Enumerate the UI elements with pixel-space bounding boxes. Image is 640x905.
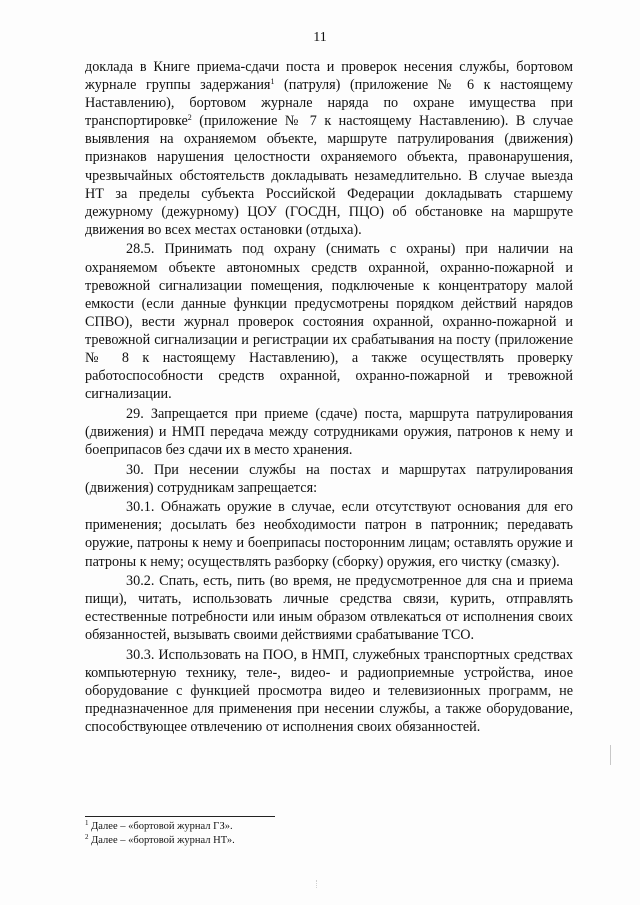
scan-artifact (316, 880, 323, 888)
scan-artifact (610, 745, 611, 765)
footnote-ref: 2 (187, 113, 192, 123)
paragraph-28-5: 28.5. Принимать под охрану (снимать с охраны) при наличии на охраняемом объекте автономных средств охранной, охранно-пожарной и тревожной сигнализации помещения, подключеные к концентратору малой емкости (если данные функции предусмотрены порядком действий нарядов СПВО), вести журнал проверок состояния охранной, охранно-пожарной и тревожной сигнализации и регистрации их срабатывания на посту (приложение № 8 к настоящему Наставлению), а также осуществлять проверку работоспособности средств охранной, охранно-пожарной и тревожной сигнализации. (85, 241, 573, 403)
paragraph-30-1: 30.1. Обнажать оружие в случае, если отсутствуют основания для его применения; досылать без необходимости патрон в патронник; передавать оружие, патроны к нему и боеприпасы посторонним лицам; оставлять оружие и патроны к нему; осуществлять разборку (сборку) оружия, его чистку (смазку). (85, 499, 573, 570)
paragraph-continuation (85, 58, 573, 239)
document-body (85, 58, 573, 738)
paragraph-30-3: 30.3. Использовать на ПОО, в НМП, служебных транспортных средствах компьютерную технику, теле-, видео- и радиоприемные устройства, иное оборудование с функцией просмотра видео и телевизионных программ, не предназначенное для применения при несении службы, а также оборудование, способствующее отвлечению от исполнения своих обязанностей. (85, 647, 573, 736)
footnote-1 (85, 820, 385, 834)
footnote-text: Далее – «бортовой журнал ГЗ». (88, 821, 233, 832)
footnote-number: 1 (85, 819, 89, 827)
paragraph-text: доклада в Книге приема-сдачи поста и проверок несения службы, бортовом журнале группы задержания (85, 59, 573, 94)
paragraph-text: (патруля) (приложение № 6 к настоящему Наставлению), бортовом журнале наряда по охране имущества при транспортировке (85, 77, 573, 130)
footnotes (85, 820, 385, 847)
paragraph-30: 30. При несении службы на постах и маршрутах патрулирования (движения) сотрудникам запрещается: (85, 461, 573, 496)
footnote-ref: 1 (270, 77, 275, 87)
paragraph-text: (приложение № 7 к настоящему Наставлению). В случае выявления на охраняемом объекте, маршруте патрулирования (движения) признаков нарушения целостности охраняемого объекта, правонарушения, чрезвычайных обстоятельств докладывать незамедлительно. В случае выезда НТ за пределы субъекта Российской Федерации докладывать старшему дежурному (дежурному) ЦОУ (ГОСДН, ПЦО) об обстановке на маршруте движения во всех местах остановки (отдыха). (85, 113, 573, 238)
footnote-number: 2 (85, 832, 89, 841)
footnote-2 (85, 834, 385, 848)
page-number: 11 (313, 30, 327, 45)
footnote-text: Далее – «бортовой журнал НТ». (88, 834, 235, 846)
paragraph-30-2: 30.2. Спать, есть, пить (во время, не предусмотренное для сна и приема пищи), читать, использовать личные средства связи, курить, отправлять естественные потребности или иным образом отвлекаться от исполнения своих обязанностей, вызывать своими действиями срабатывание ТСО. (85, 573, 573, 644)
footnote-divider (85, 816, 275, 817)
paragraph-29: 29. Запрещается при приеме (сдаче) поста, маршрута патрулирования (движения) и НМП передача между сотрудниками оружия, патронов к нему и боеприпасов без сдачи их в место хранения. (85, 405, 573, 458)
